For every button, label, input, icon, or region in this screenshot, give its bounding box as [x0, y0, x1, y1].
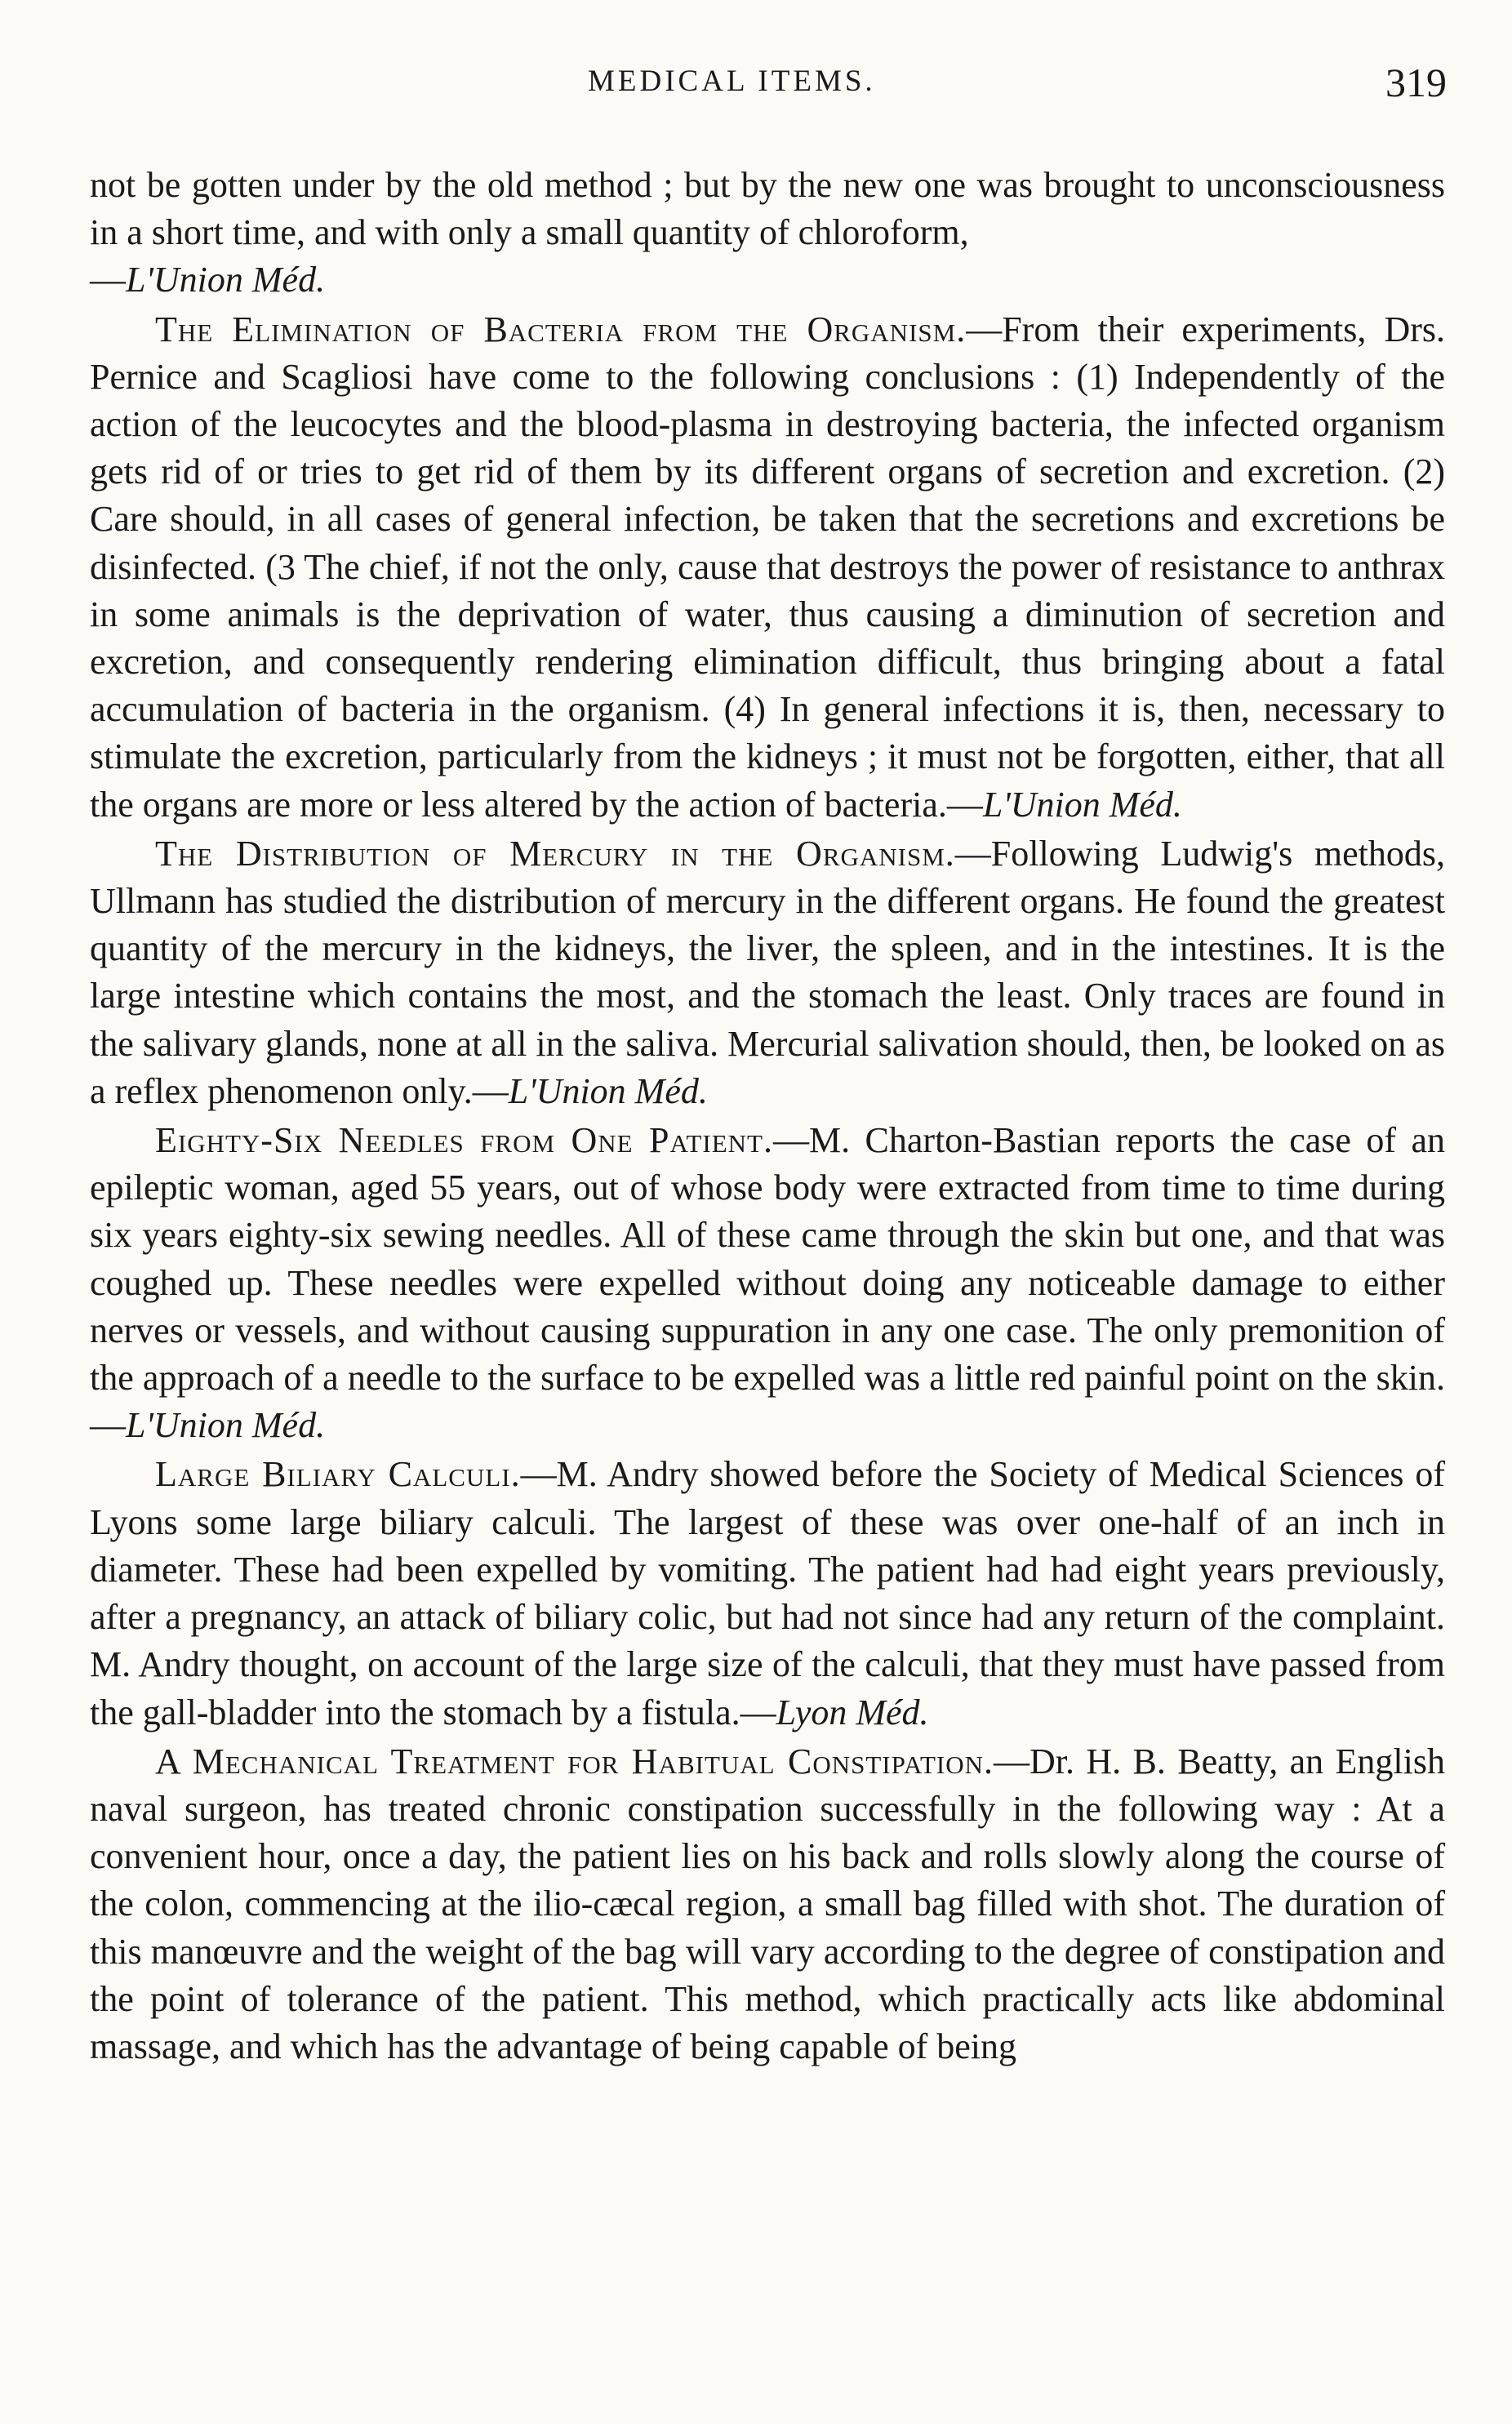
article-source: L'Union Méd. — [508, 1070, 708, 1111]
article-heading: A Mechanical Treatment for Habitual Constipation. — [155, 1741, 994, 1781]
article-heading: The Elimination of Bacteria from the Organism. — [155, 309, 967, 349]
article-heading: Eighty-Six Needles from One Patient. — [155, 1120, 773, 1161]
article-text: Dr. H. B. Beatty, an English naval surgeon, has treated chronic constipation successfully in the following way : At a convenient hour, once a day, the patient lies on his back and rolls slowly along the course of the colon, commencing at the ilio-cæcal region, a small bag filled with shot. The duration of this manœuvre and the weight of the bag will vary according to the degree of constipation and the point of tolerance of the patient. This method, which practically acts like abdominal massage, and which has the advantage of being capable of being — [90, 1741, 1445, 2066]
article-mechanical-treatment-constipation: A Mechanical Treatment for Habitual Constipation.—Dr. H. B. Beatty, an English naval surgeon, has treated chronic constipation successfully in the following way : At a convenient hour, once a day, the patient lies on his back and rolls slowly along the course of the colon, commencing at the ilio-cæcal region, a small bag filled with shot. The duration of this manœuvre and the weight of the bag will vary according to the degree of constipation and the point of tolerance of the patient. This method, which practically acts like abdominal massage, and which has the advantage of being capable of being — [90, 1741, 1445, 2066]
article-source: L'Union Méd. — [126, 260, 326, 300]
article-eighty-six-needles: Eighty-Six Needles from One Patient.—M. Charton-Bastian reports the case of an epileptic woman, aged 55 years, out of whose body were extracted from time to time during six years eighty-six sewing needles. All of these came through the skin but one, and that was coughed up. These needles were expelled without doing any noticeable damage to either nerves or vessels, and without causing suppuration in any one case. The only premonition of the approach of a needle to the surface to be expelled was a little red painful point on the skin.—L'Union Méd. — [90, 1120, 1446, 1446]
article-elimination-of-bacteria: The Elimination of Bacteria from the Organism.—From their experiments, Drs. Pernice and Scagliosi have come to the following conclusions : (1) Independently of the action of the leucocytes and the blood-plasma in destroying bacteria, the infected organism gets rid of or tries to get rid of them by its different organs of secretion and excretion. (2) Care should, in all cases of general infection, be taken that the secretions and excretions be disinfected. (3 The chief, if not the only, cause that destroys the power of resistance to anthrax in some animals is the deprivation of water, thus causing a diminution of secretion and excretion, and consequently rendering elimination difficult, thus bringing about a fatal accumulation of bacteria in the organism. (4) In general infections it is, then, necessary to stimulate the excretion, particularly from the kidneys ; it must not be forgotten, either, that all the organs are more or less altered by the action of bacteria.—L'Union Méd. — [90, 309, 1445, 825]
article-heading: The Distribution of Mercury in the Organism. — [155, 833, 955, 874]
article-heading: Large Biliary Calculi. — [155, 1454, 521, 1495]
body-text — [90, 162, 1445, 2072]
running-head: MEDICAL ITEMS. — [588, 64, 876, 98]
article-source: L'Union Méd. — [126, 1405, 326, 1446]
article-source: Lyon Méd. — [776, 1692, 929, 1732]
article-source: L'Union Méd. — [982, 784, 1182, 825]
article-text: M. Charton-Bastian reports the case of an epileptic woman, aged 55 years, out of whose body were extracted from time to time during six years eighty-six sewing needles. All of these came through the skin but one, and that was coughed up. These needles were expelled without doing any noticeable damage to either nerves or vessels, and without causing suppuration in any one case. The only premonition of the approach of a needle to the surface to be expelled was a little red painful point on the skin. — [90, 1120, 1446, 1399]
article-text: From their experiments, Drs. Pernice and Scagliosi have come to the following conclusions : (1) Independently of the action of the leucocytes and the blood-plasma in destroying bacteria, the infected organism gets rid of or tries to get rid of them by its different organs of secretion and excretion. (2) Care should, in all cases of general infection, be taken that the secretions and excretions be disinfected. (3 The chief, if not the only, cause that destroys the power of resistance to anthrax in some animals is the deprivation of water, thus causing a diminution of secretion and excretion, and consequently rendering elimination difficult, thus bringing about a fatal accumulation of bacteria in the organism. (4) In general infections it is, then, necessary to stimulate the excretion, particularly from the kidneys ; it must not be forgotten, either, that all the organs are more or less altered by the action of bacteria. — [90, 309, 1445, 825]
article-distribution-of-mercury: The Distribution of Mercury in the Organism.—Following Ludwig's methods, Ullmann has studied the distribution of mercury in the different organs. He found the greatest quantity of the mercury in the kidneys, the liver, the spleen, and in the intestines. It is the large intestine which contains the most, and the stomach the least. Only traces are found in the salivary glands, none at all in the saliva. Mercurial salivation should, then, be looked on as a reflex phenomenon only.—L'Union Méd. — [90, 833, 1445, 1111]
article-large-biliary-calculi: Large Biliary Calculi.—M. Andry showed before the Society of Medical Sciences of Lyons some large biliary calculi. The largest of these was over one-half of an inch in diameter. These had been expelled by vomiting. The patient had had eight years previously, after a pregnancy, an attack of biliary colic, but had not since had any return of the complaint. M. Andry thought, on account of the large size of the calculi, that they must have passed from the gall-bladder into the stomach by a fistula.—Lyon Méd. — [90, 1454, 1446, 1732]
article-text: Following Ludwig's methods, Ullmann has studied the distribution of mercury in the different organs. He found the greatest quantity of the mercury in the kidneys, the liver, the spleen, and in the intestines. It is the large intestine which contains the most, and the stomach the least. Only traces are found in the salivary glands, none at all in the saliva. Mercurial salivation should, then, be looked on as a reflex phenomenon only. — [90, 833, 1445, 1111]
article-text: M. Andry showed before the Society of Medical Sciences of Lyons some large biliary calculi. The largest of these was over one-half of an inch in diameter. These had been expelled by vomiting. The patient had had eight years previously, after a pregnancy, an attack of biliary colic, but had not since had any return of the complaint. M. Andry thought, on account of the large size of the calculi, that they must have passed from the gall-bladder into the stomach by a fistula. — [90, 1454, 1446, 1732]
article-text: not be gotten under by the old method ; but by the new one was brought to unconsciousness in a short time, and with only a small quantity of chloroform, — [90, 165, 1445, 253]
article-continuation: not be gotten under by the old method ; but by the new one was brought to unconsciousness in a short time, and with only a small quantity of chloroform, —L'Union Méd. — [90, 165, 1445, 300]
page-number: 319 — [1385, 60, 1447, 105]
